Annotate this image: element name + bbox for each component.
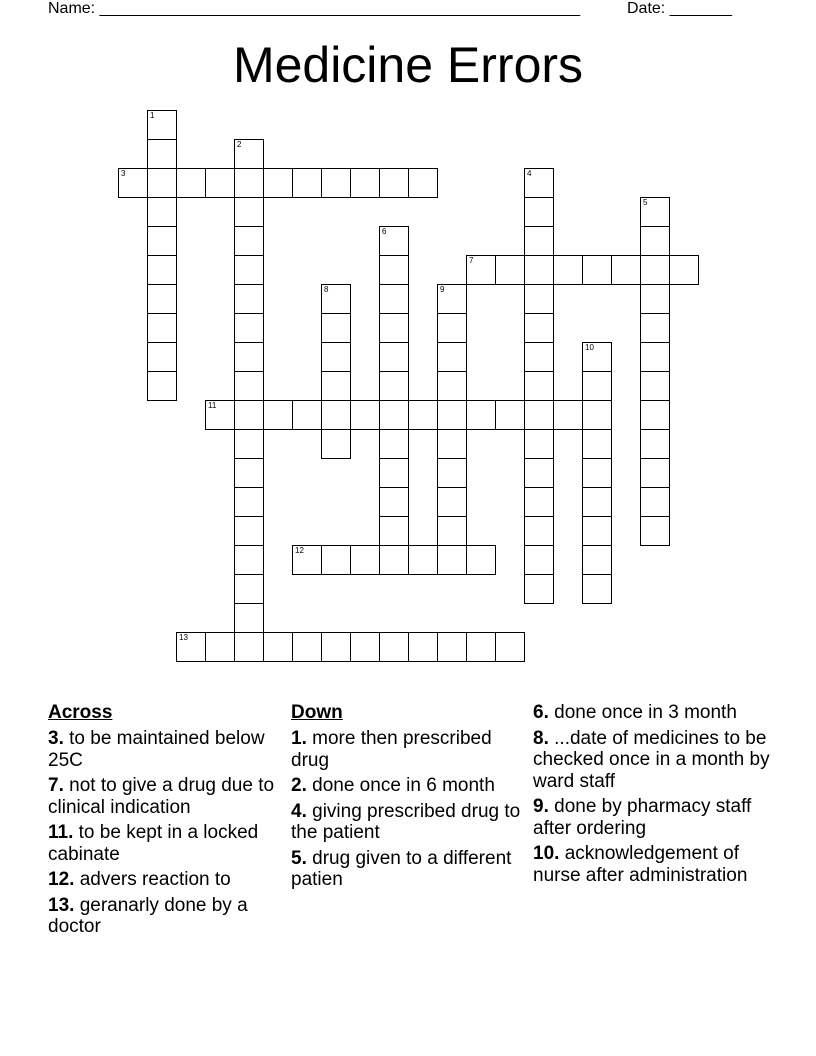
grid-cell[interactable] bbox=[524, 545, 554, 575]
grid-cell[interactable] bbox=[437, 487, 467, 517]
clue-down-2: 2. done once in 6 month bbox=[291, 775, 495, 796]
grid-cell[interactable] bbox=[524, 226, 554, 256]
grid-cell[interactable] bbox=[379, 284, 409, 314]
grid-cell[interactable] bbox=[524, 574, 554, 604]
clue-number: 3 bbox=[121, 169, 126, 178]
clue-down-5: 5. drug given to a different patien bbox=[291, 847, 512, 890]
grid-cell[interactable] bbox=[292, 545, 322, 575]
grid-cell[interactable] bbox=[640, 313, 670, 343]
grid-cell[interactable] bbox=[495, 255, 525, 285]
grid-cell[interactable] bbox=[437, 342, 467, 372]
grid-cell[interactable] bbox=[379, 255, 409, 285]
grid-cell[interactable] bbox=[379, 342, 409, 372]
grid-cell[interactable] bbox=[321, 371, 351, 401]
grid-cell[interactable] bbox=[437, 313, 467, 343]
grid-cell[interactable] bbox=[205, 400, 235, 430]
grid-cell[interactable] bbox=[350, 400, 380, 430]
grid-cell[interactable] bbox=[582, 429, 612, 459]
grid-cell[interactable] bbox=[147, 371, 177, 401]
grid-cell[interactable] bbox=[321, 168, 351, 198]
grid-cell[interactable] bbox=[234, 168, 264, 198]
grid-cell[interactable] bbox=[524, 168, 554, 198]
clue-number: 6 bbox=[382, 227, 387, 236]
grid-cell[interactable] bbox=[379, 168, 409, 198]
grid-cell[interactable] bbox=[379, 313, 409, 343]
grid-cell[interactable] bbox=[437, 516, 467, 546]
grid-cell[interactable] bbox=[176, 168, 206, 198]
grid-cell[interactable] bbox=[234, 371, 264, 401]
grid-cell[interactable] bbox=[321, 284, 351, 314]
grid-cell[interactable] bbox=[495, 632, 525, 662]
grid-cell[interactable] bbox=[495, 400, 525, 430]
grid-cell[interactable] bbox=[524, 284, 554, 314]
grid-cell[interactable] bbox=[524, 255, 554, 285]
down-clues-part-2 bbox=[533, 702, 771, 890]
grid-cell[interactable] bbox=[466, 632, 496, 662]
date-field-label: Date: _______ bbox=[627, 0, 732, 17]
grid-cell[interactable] bbox=[147, 313, 177, 343]
grid-cell[interactable] bbox=[466, 545, 496, 575]
clue-across-12: 12. advers reaction to bbox=[48, 869, 231, 890]
grid-cell[interactable] bbox=[408, 400, 438, 430]
grid-cell[interactable] bbox=[524, 516, 554, 546]
clue-down-1: 1. more then prescribed drug bbox=[291, 728, 492, 771]
grid-cell[interactable] bbox=[234, 400, 264, 430]
grid-cell[interactable] bbox=[321, 545, 351, 575]
grid-cell[interactable] bbox=[524, 487, 554, 517]
grid-cell[interactable] bbox=[379, 371, 409, 401]
clue-number: 5 bbox=[643, 198, 648, 207]
grid-cell[interactable] bbox=[640, 197, 670, 227]
grid-cell[interactable] bbox=[234, 429, 264, 459]
grid-cell[interactable] bbox=[640, 516, 670, 546]
grid-cell[interactable] bbox=[524, 197, 554, 227]
clue-number: 11 bbox=[208, 401, 217, 410]
grid-cell[interactable] bbox=[379, 458, 409, 488]
grid-cell[interactable] bbox=[234, 603, 264, 633]
grid-cell[interactable] bbox=[234, 197, 264, 227]
grid-cell[interactable] bbox=[582, 371, 612, 401]
grid-cell[interactable] bbox=[234, 516, 264, 546]
grid-cell[interactable] bbox=[408, 632, 438, 662]
grid-cell[interactable] bbox=[524, 342, 554, 372]
grid-cell[interactable] bbox=[437, 371, 467, 401]
grid-cell[interactable] bbox=[437, 632, 467, 662]
grid-cell[interactable] bbox=[379, 545, 409, 575]
grid-cell[interactable] bbox=[379, 429, 409, 459]
grid-cell[interactable] bbox=[524, 371, 554, 401]
grid-cell[interactable] bbox=[234, 226, 264, 256]
grid-cell[interactable] bbox=[234, 255, 264, 285]
grid-cell[interactable] bbox=[379, 632, 409, 662]
grid-cell[interactable] bbox=[234, 545, 264, 575]
grid-cell[interactable] bbox=[379, 226, 409, 256]
grid-cell[interactable] bbox=[640, 487, 670, 517]
grid-cell[interactable] bbox=[437, 429, 467, 459]
down-clues-part-1 bbox=[291, 702, 529, 895]
grid-cell[interactable] bbox=[524, 429, 554, 459]
page-title: Medicine Errors bbox=[232, 37, 584, 93]
grid-cell[interactable] bbox=[553, 255, 583, 285]
grid-cell[interactable] bbox=[640, 400, 670, 430]
grid-cell[interactable] bbox=[669, 255, 699, 285]
grid-cell[interactable] bbox=[582, 400, 612, 430]
grid-cell[interactable] bbox=[205, 168, 235, 198]
clue-across-3: 3. to be maintained below 25C bbox=[48, 728, 265, 771]
grid-cell[interactable] bbox=[176, 632, 206, 662]
clue-number: 4 bbox=[527, 169, 532, 178]
grid-cell[interactable] bbox=[640, 371, 670, 401]
grid-cell[interactable] bbox=[147, 168, 177, 198]
grid-cell[interactable] bbox=[147, 139, 177, 169]
name-field-label: Name: ______________________________________________________ bbox=[48, 0, 581, 17]
grid-cell[interactable] bbox=[234, 342, 264, 372]
grid-cell[interactable] bbox=[234, 313, 264, 343]
grid-cell[interactable] bbox=[321, 313, 351, 343]
grid-cell[interactable] bbox=[437, 458, 467, 488]
grid-cell[interactable] bbox=[292, 400, 322, 430]
clue-down-6: 6. done once in 3 month bbox=[533, 702, 737, 723]
across-clues bbox=[48, 702, 286, 942]
grid-cell[interactable] bbox=[379, 400, 409, 430]
grid-cell[interactable] bbox=[263, 168, 293, 198]
clue-number: 10 bbox=[585, 343, 594, 352]
grid-cell[interactable] bbox=[263, 632, 293, 662]
grid-cell[interactable] bbox=[350, 632, 380, 662]
clue-number: 1 bbox=[150, 111, 155, 120]
grid-cell[interactable] bbox=[408, 545, 438, 575]
clue-down-4: 4. giving prescribed drug to the patient bbox=[291, 800, 521, 843]
grid-cell[interactable] bbox=[466, 400, 496, 430]
grid-cell[interactable] bbox=[640, 284, 670, 314]
grid-cell[interactable] bbox=[234, 487, 264, 517]
clue-down-10: 10. acknowledgement of nurse after administration bbox=[533, 843, 748, 886]
clue-number: 2 bbox=[237, 140, 242, 149]
grid-cell[interactable] bbox=[321, 400, 351, 430]
grid-cell[interactable] bbox=[582, 487, 612, 517]
grid-cell[interactable] bbox=[582, 545, 612, 575]
grid-cell[interactable] bbox=[292, 168, 322, 198]
grid-cell[interactable] bbox=[379, 516, 409, 546]
clue-down-8: 8. ...date of medicines to be checked once in a month by ward staff bbox=[533, 727, 770, 792]
grid-cell[interactable] bbox=[321, 429, 351, 459]
clue-number: 12 bbox=[295, 546, 304, 555]
clue-number: 13 bbox=[179, 633, 188, 642]
grid-cell[interactable] bbox=[524, 400, 554, 430]
grid-cell[interactable] bbox=[321, 342, 351, 372]
grid-cell[interactable] bbox=[524, 458, 554, 488]
grid-cell[interactable] bbox=[379, 487, 409, 517]
grid-cell[interactable] bbox=[147, 110, 177, 140]
grid-cell[interactable] bbox=[524, 313, 554, 343]
clue-number: 7 bbox=[469, 256, 474, 265]
grid-cell[interactable] bbox=[292, 632, 322, 662]
grid-cell[interactable] bbox=[147, 342, 177, 372]
clue-across-13: 13. geranarly done by a doctor bbox=[48, 894, 248, 937]
grid-cell[interactable] bbox=[582, 342, 612, 372]
grid-cell[interactable] bbox=[147, 226, 177, 256]
clue-across-11: 11. to be kept in a locked cabinate bbox=[48, 822, 259, 865]
grid-cell[interactable] bbox=[582, 458, 612, 488]
grid-cell[interactable] bbox=[147, 284, 177, 314]
grid-cell[interactable] bbox=[205, 632, 235, 662]
grid-cell[interactable] bbox=[640, 429, 670, 459]
grid-cell[interactable] bbox=[263, 400, 293, 430]
clue-across-7: 7. not to give a drug due to clinical indication bbox=[48, 775, 275, 818]
grid-cell[interactable] bbox=[234, 458, 264, 488]
grid-cell[interactable] bbox=[321, 632, 351, 662]
grid-cell[interactable] bbox=[437, 400, 467, 430]
grid-cell[interactable] bbox=[640, 342, 670, 372]
grid-cell[interactable] bbox=[350, 168, 380, 198]
grid-cell[interactable] bbox=[553, 400, 583, 430]
grid-cell[interactable] bbox=[234, 574, 264, 604]
grid-cell[interactable] bbox=[640, 255, 670, 285]
grid-cell[interactable] bbox=[147, 197, 177, 227]
across-heading: Across bbox=[48, 702, 113, 723]
clue-number: 8 bbox=[324, 285, 329, 294]
grid-cell[interactable] bbox=[350, 545, 380, 575]
grid-cell[interactable] bbox=[234, 284, 264, 314]
clue-number: 9 bbox=[440, 285, 445, 294]
grid-cell[interactable] bbox=[234, 632, 264, 662]
grid-cell[interactable] bbox=[234, 139, 264, 169]
grid-cell[interactable] bbox=[582, 574, 612, 604]
grid-cell[interactable] bbox=[582, 255, 612, 285]
clue-down-9: 9. done by pharmacy staff after ordering bbox=[533, 796, 752, 839]
grid-cell[interactable] bbox=[611, 255, 641, 285]
grid-cell[interactable] bbox=[466, 255, 496, 285]
grid-cell[interactable] bbox=[118, 168, 148, 198]
grid-cell[interactable] bbox=[437, 284, 467, 314]
grid-cell[interactable] bbox=[640, 458, 670, 488]
grid-cell[interactable] bbox=[437, 545, 467, 575]
grid-cell[interactable] bbox=[582, 516, 612, 546]
grid-cell[interactable] bbox=[640, 226, 670, 256]
grid-cell[interactable] bbox=[408, 168, 438, 198]
grid-cell[interactable] bbox=[147, 255, 177, 285]
down-heading: Down bbox=[291, 702, 343, 723]
